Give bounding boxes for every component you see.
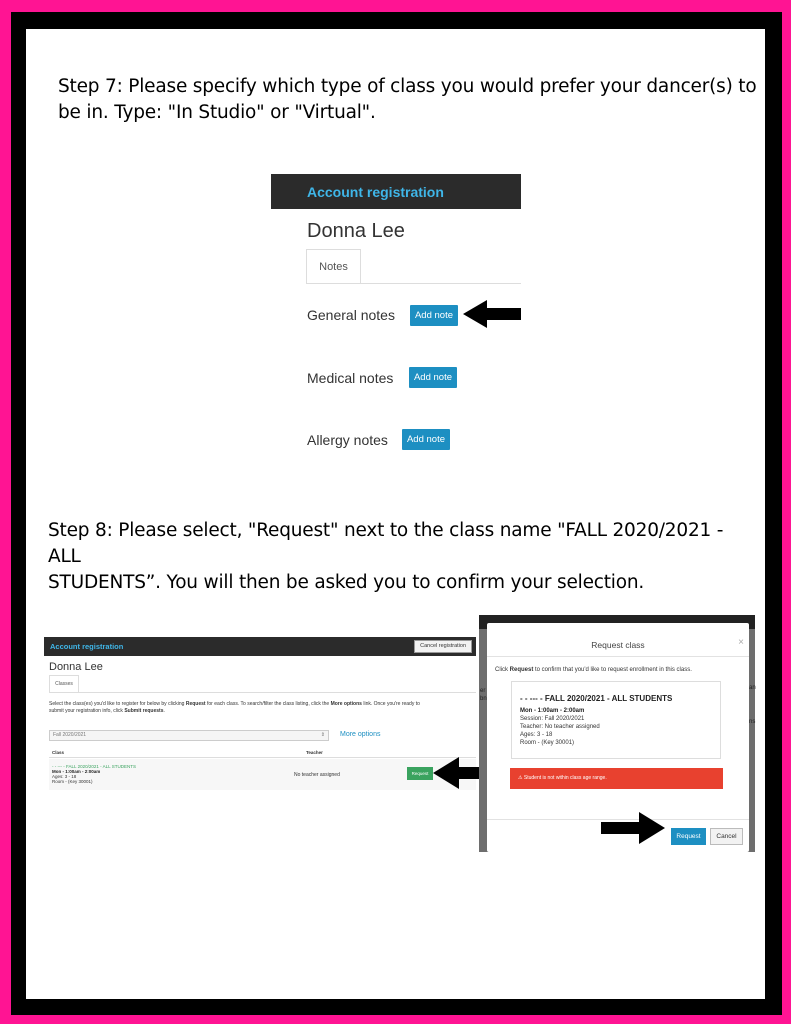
- step-8-line-2: STUDENTS”. You will then be asked you to confirm your selection.: [48, 572, 645, 593]
- medical-notes-label: Medical notes: [307, 370, 394, 386]
- step-8-instructions: [48, 518, 758, 596]
- teacher-value: No teacher assigned: [294, 772, 340, 778]
- tab-notes[interactable]: Notes: [306, 249, 361, 283]
- instructions-text: link. Once you're ready to: [361, 701, 420, 707]
- modal-text-request: Request: [509, 667, 534, 673]
- alert-text: Student is not within class age range.: [523, 775, 607, 781]
- arrow-right-icon: [601, 812, 665, 844]
- instructions-text: submit your registration info, click: [49, 708, 125, 714]
- background-text: er: [480, 688, 486, 694]
- background-text: ns: [749, 719, 756, 725]
- instructions-more-options: More options: [330, 701, 362, 707]
- class-ages: Ages: 3 - 18: [52, 774, 77, 779]
- modal-instructions: [495, 667, 745, 673]
- class-room: Room - (Key 30001): [52, 779, 93, 784]
- add-allergy-note-button[interactable]: Add note: [402, 429, 450, 450]
- request-button[interactable]: Request: [407, 767, 433, 780]
- class-info-box: [511, 681, 721, 759]
- step-7-line-2: be in. Type: "In Studio" or "Virtual".: [58, 102, 376, 123]
- column-header-teacher: Teacher: [306, 750, 323, 755]
- session-select-value: Fall 2020/2021: [53, 732, 87, 738]
- step-7-line-1: Step 7: Please specify which type of class you would prefer your dancer(s) to: [58, 76, 757, 97]
- cancel-registration-button[interactable]: Cancel registration: [414, 640, 472, 653]
- class-session: Session: Fall 2020/2021: [520, 716, 585, 722]
- add-general-note-button[interactable]: Add note: [410, 305, 458, 326]
- tab-divider: [49, 692, 476, 693]
- class-time: Mon - 1:00am - 2:00am: [520, 708, 585, 714]
- chevron-icon: ⇕: [320, 732, 325, 738]
- column-header-class: Class: [52, 750, 65, 755]
- modal-header-divider: [487, 656, 749, 657]
- modal-text: to confirm that you'd like to request enrollment in this class.: [533, 667, 692, 673]
- class-instructions: [49, 701, 474, 715]
- session-select[interactable]: [49, 730, 329, 741]
- confirm-request-button[interactable]: Request: [671, 828, 706, 845]
- tab-classes[interactable]: Classes: [49, 675, 79, 692]
- step-7-instructions: [58, 74, 758, 126]
- instructions-submit: Submit requests: [124, 708, 164, 714]
- step-8-line-1: Step 8: Please select, "Request" next to the class name "FALL 2020/2021 - ALL: [48, 520, 724, 567]
- tab-divider: [306, 283, 521, 284]
- background-text: an: [749, 685, 756, 691]
- account-registration-title: Account registration: [50, 642, 124, 651]
- classes-screenshot: [44, 637, 476, 792]
- student-name: Donna Lee: [307, 220, 405, 242]
- modal-text: Click: [495, 667, 510, 673]
- general-notes-label: General notes: [307, 307, 395, 323]
- warning-icon: ⚠: [518, 775, 523, 781]
- cancel-button[interactable]: Cancel: [710, 828, 743, 845]
- class-name[interactable]: - - --- - FALL 2020/2021 - ALL STUDENTS: [52, 764, 136, 769]
- add-medical-note-button[interactable]: Add note: [409, 367, 457, 388]
- instructions-text: Select the class(es) you'd like to register for below by clicking: [49, 701, 186, 707]
- class-room: Room - (Key 30001): [520, 740, 575, 746]
- background-text: bn: [480, 696, 487, 702]
- student-name: Donna Lee: [49, 661, 103, 673]
- class-title: - - --- - FALL 2020/2021 - ALL STUDENTS: [520, 694, 673, 703]
- instructions-text: .: [163, 708, 165, 714]
- more-options-link[interactable]: More options: [340, 731, 381, 738]
- arrow-left-icon: [463, 300, 521, 328]
- instructions-request: Request: [185, 701, 206, 707]
- age-range-alert: [510, 768, 723, 789]
- account-registration-title: Account registration: [307, 184, 444, 200]
- table-divider: [49, 757, 476, 758]
- allergy-notes-label: Allergy notes: [307, 432, 388, 448]
- class-time: Mon - 1:00am - 2:00am: [52, 769, 101, 774]
- modal-title: Request class: [591, 640, 645, 650]
- close-icon[interactable]: ×: [738, 637, 744, 648]
- class-ages: Ages: 3 - 18: [520, 732, 553, 738]
- class-teacher: Teacher: No teacher assigned: [520, 724, 600, 730]
- instructions-text: for each class. To search/filter the class listing, click the: [205, 701, 331, 707]
